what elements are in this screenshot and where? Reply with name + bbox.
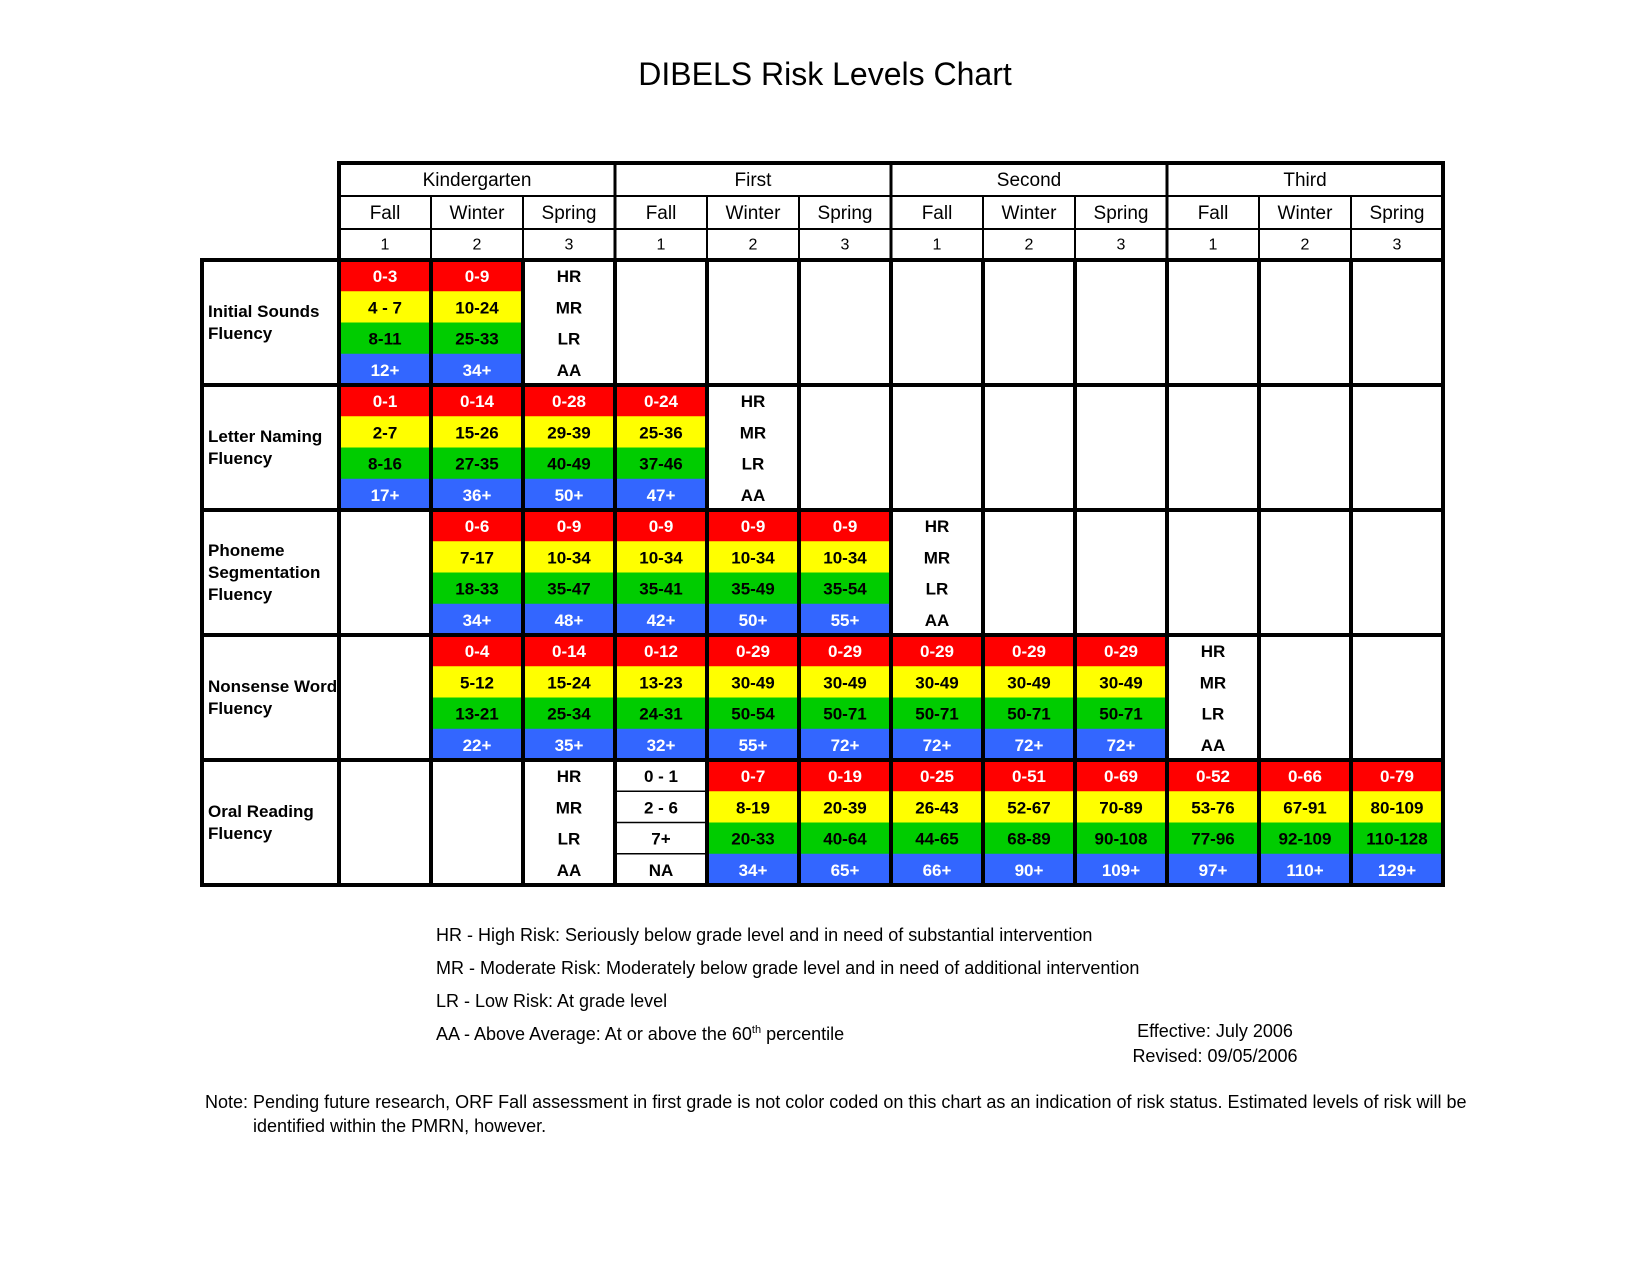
risk-cell-value: 55+ xyxy=(738,735,768,755)
season-number: 1 xyxy=(932,236,942,254)
risk-cell-value: 0-19 xyxy=(827,767,863,787)
risk-cell-value: 0-51 xyxy=(1011,767,1047,787)
risk-cell-value: 0-29 xyxy=(1011,642,1047,662)
season-header: Fall xyxy=(645,203,677,224)
risk-cell-value: 0-6 xyxy=(464,517,490,537)
footnote: Note: Pending future research, ORF Fall assessment in first grade is not color coded on this chart as an indication of risk status. Estimated levels of risk will be identified within the PMRN, however. xyxy=(205,1092,1467,1136)
revised-date: Revised: 09/05/2006 xyxy=(1132,1046,1298,1066)
risk-cell-value: 10-34 xyxy=(639,548,683,568)
measure-label: Phoneme xyxy=(208,541,285,560)
measure-label: Letter Naming xyxy=(208,427,323,446)
legend-aa-suffix: percentile xyxy=(761,1024,845,1044)
risk-cell-value: 0-29 xyxy=(827,642,863,662)
risk-cell-value: 92-109 xyxy=(1278,829,1332,849)
risk-cell-value: NA xyxy=(648,860,674,880)
risk-level-label: MR xyxy=(555,298,583,318)
risk-cell-value: 34+ xyxy=(738,860,768,880)
risk-level-label: MR xyxy=(1199,673,1227,693)
season-header: Fall xyxy=(921,203,953,224)
risk-cell-value: 25-34 xyxy=(547,704,591,724)
legend-aa-text: AA - Above Average: At or above the 60 xyxy=(436,1024,752,1044)
risk-cell-value: 72+ xyxy=(1106,735,1136,755)
risk-cell-value: 18-33 xyxy=(455,579,499,599)
risk-cell-value: 67-91 xyxy=(1283,798,1327,818)
risk-cell-value: 109+ xyxy=(1101,860,1141,880)
risk-cell-value: 0-25 xyxy=(919,767,955,787)
risk-cell-value: 90+ xyxy=(1014,860,1044,880)
risk-cell-value: 8-11 xyxy=(368,329,402,349)
risk-level-label: AA xyxy=(740,485,766,505)
risk-cell-value: 24-31 xyxy=(639,704,683,724)
risk-cell-value: 80-109 xyxy=(1370,798,1424,818)
risk-cell-value: 68-89 xyxy=(1007,829,1051,849)
season-header: Fall xyxy=(369,203,401,224)
risk-cell-value: 8-19 xyxy=(735,798,771,818)
grade-header: Second xyxy=(996,170,1062,191)
risk-cell-value: 0-14 xyxy=(551,642,587,662)
risk-cell-value: 129+ xyxy=(1377,860,1417,880)
risk-cell-value: 10-24 xyxy=(455,298,499,318)
risk-cell-value: 0-29 xyxy=(735,642,771,662)
legend-hr: HR - High Risk: Seriously below grade level and in need of substantial intervention xyxy=(436,925,1093,945)
season-number: 1 xyxy=(656,236,666,254)
risk-level-label: LR xyxy=(741,454,765,474)
risk-cell-value: 0-29 xyxy=(919,642,955,662)
season-number: 3 xyxy=(1392,236,1402,254)
risk-cell-value: 72+ xyxy=(922,735,952,755)
risk-cell-value: 35+ xyxy=(554,735,584,755)
risk-level-label: HR xyxy=(1200,642,1226,662)
risk-cell-value: 0-1 xyxy=(372,392,398,412)
risk-cell-value: 17+ xyxy=(370,485,400,505)
risk-cell-value: 29-39 xyxy=(547,423,591,443)
season-number: 1 xyxy=(380,236,390,254)
risk-cell-value: 0-79 xyxy=(1379,767,1415,787)
risk-level-label: HR xyxy=(740,392,766,412)
risk-cell-value: 0-9 xyxy=(648,517,674,537)
risk-cell-value: 0-28 xyxy=(551,392,587,412)
grade-header: First xyxy=(734,170,772,191)
risk-cell-value: 110+ xyxy=(1286,860,1324,880)
risk-cell-value: 72+ xyxy=(830,735,860,755)
risk-level-label: MR xyxy=(555,798,583,818)
grade-header: Kindergarten xyxy=(422,170,532,191)
risk-level-label: MR xyxy=(923,548,951,568)
risk-cell-value: 0-9 xyxy=(740,517,766,537)
risk-cell-value: 97+ xyxy=(1198,860,1228,880)
season-header: Spring xyxy=(1369,203,1425,224)
risk-cell-value: 0-52 xyxy=(1195,767,1231,787)
risk-cell-value: 22+ xyxy=(462,735,492,755)
risk-cell-value: 0-7 xyxy=(740,767,766,787)
risk-cell-value: 12+ xyxy=(370,360,400,380)
risk-cell-value: 13-21 xyxy=(455,704,499,724)
season-header: Winter xyxy=(449,203,505,224)
legend-aa xyxy=(436,1024,844,1045)
risk-cell-value: 30-49 xyxy=(1007,673,1051,693)
risk-level-label: LR xyxy=(1201,704,1225,724)
risk-cell-value: 32+ xyxy=(646,735,676,755)
season-header: Winter xyxy=(1277,203,1333,224)
risk-cell-value: 72+ xyxy=(1014,735,1044,755)
season-number: 3 xyxy=(564,236,574,254)
grade-header: Third xyxy=(1283,170,1327,191)
season-header: Spring xyxy=(1093,203,1149,224)
risk-cell-value: 77-96 xyxy=(1191,829,1235,849)
season-number: 2 xyxy=(472,236,482,254)
season-number: 3 xyxy=(1116,236,1126,254)
risk-cell-value: 40-64 xyxy=(823,829,867,849)
risk-level-label: AA xyxy=(1200,735,1226,755)
risk-level-label: AA xyxy=(556,360,582,380)
effective-date: Effective: July 2006 xyxy=(1137,1021,1293,1041)
measure-label: Fluency xyxy=(208,585,273,604)
risk-cell-value: 27-35 xyxy=(455,454,499,474)
risk-cell-value: 50-54 xyxy=(731,704,775,724)
legend-lr: LR - Low Risk: At grade level xyxy=(436,991,668,1011)
risk-cell-value: 30-49 xyxy=(823,673,867,693)
risk-cell-value: 2-7 xyxy=(372,423,398,443)
risk-cell-value: 26-43 xyxy=(915,798,959,818)
season-number: 2 xyxy=(748,236,758,254)
risk-cell-value: 35-41 xyxy=(639,579,683,599)
risk-cell-value: 55+ xyxy=(830,610,860,630)
risk-level-label: HR xyxy=(556,767,582,787)
measure-label: Fluency xyxy=(208,324,273,343)
page-title: DIBELS Risk Levels Chart xyxy=(638,56,1012,92)
risk-cell-value: 40-49 xyxy=(547,454,591,474)
risk-cell-value: 53-76 xyxy=(1191,798,1235,818)
season-header: Fall xyxy=(1197,203,1229,224)
season-header: Winter xyxy=(725,203,781,224)
risk-cell-value: 25-33 xyxy=(455,329,499,349)
risk-cell-value: 15-26 xyxy=(455,423,499,443)
risk-cell-value: 20-39 xyxy=(823,798,867,818)
risk-cell-value: 34+ xyxy=(462,360,492,380)
risk-cell-value: 7-17 xyxy=(459,548,495,568)
season-number: 2 xyxy=(1300,236,1310,254)
season-header: Winter xyxy=(1001,203,1057,224)
risk-cell-value: 36+ xyxy=(462,485,492,505)
risk-cell-value: 44-65 xyxy=(915,829,959,849)
risk-cell-value: 50+ xyxy=(554,485,584,505)
risk-cell-value: 15-24 xyxy=(547,673,591,693)
risk-cell-value: 35-47 xyxy=(547,579,591,599)
risk-cell-value: 0-9 xyxy=(556,517,582,537)
risk-cell-value: 0-9 xyxy=(832,517,858,537)
risk-cell-value: 13-23 xyxy=(639,673,683,693)
measure-label: Fluency xyxy=(208,449,273,468)
risk-cell-value: 10-34 xyxy=(731,548,775,568)
risk-cell-value: 48+ xyxy=(554,610,584,630)
risk-cell-value: 50-71 xyxy=(823,704,867,724)
risk-cell-value: 110-128 xyxy=(1366,829,1428,849)
risk-level-label: LR xyxy=(557,329,581,349)
measure-label: Oral Reading xyxy=(208,802,314,821)
risk-cell-value: 30-49 xyxy=(1099,673,1143,693)
risk-cell-value: 0 - 1 xyxy=(643,767,679,787)
risk-level-label: AA xyxy=(556,860,582,880)
risk-cell-value: 35-49 xyxy=(731,579,775,599)
risk-cell-value: 10-34 xyxy=(823,548,867,568)
risk-cell-value: 10-34 xyxy=(547,548,591,568)
risk-cell-value: 0-24 xyxy=(643,392,679,412)
risk-cell-value: 65+ xyxy=(830,860,860,880)
risk-level-label: MR xyxy=(739,423,767,443)
risk-cell-value: 0-29 xyxy=(1103,642,1139,662)
risk-cell-value: 0-66 xyxy=(1287,767,1323,787)
season-header: Spring xyxy=(541,203,597,224)
measure-label: Initial Sounds xyxy=(208,302,320,321)
measure-label: Nonsense Word xyxy=(208,677,338,696)
measure-label: Fluency xyxy=(208,699,273,718)
season-number: 1 xyxy=(1208,236,1218,254)
risk-cell-value: 35-54 xyxy=(823,579,867,599)
risk-cell-value: 37-46 xyxy=(639,454,683,474)
risk-level-label: AA xyxy=(924,610,950,630)
risk-cell-value: 42+ xyxy=(646,610,676,630)
risk-cell-value: 4 - 7 xyxy=(367,298,403,318)
legend-aa-superscript: th xyxy=(751,1024,762,1036)
risk-cell-value: 2 - 6 xyxy=(643,798,679,818)
risk-cell-value: 30-49 xyxy=(915,673,959,693)
risk-cell-value: 0-12 xyxy=(643,642,679,662)
risk-cell-value: 50+ xyxy=(738,610,768,630)
risk-level-label: HR xyxy=(556,267,582,287)
risk-level-label: LR xyxy=(557,829,581,849)
risk-cell-value: 25-36 xyxy=(639,423,683,443)
season-header: Spring xyxy=(817,203,873,224)
risk-cell-value: 52-67 xyxy=(1007,798,1051,818)
risk-cell-value: 66+ xyxy=(922,860,952,880)
measure-label: Fluency xyxy=(208,824,273,843)
risk-cell-value: 50-71 xyxy=(1099,704,1143,724)
risk-cell-value: 30-49 xyxy=(731,673,775,693)
risk-level-label: LR xyxy=(925,579,949,599)
risk-cell-value: 50-71 xyxy=(915,704,959,724)
risk-cell-value: 7+ xyxy=(651,829,671,849)
risk-cell-value: 50-71 xyxy=(1007,704,1051,724)
risk-cell-value: 90-108 xyxy=(1094,829,1148,849)
risk-cell-value: 0-4 xyxy=(464,642,490,662)
season-number: 2 xyxy=(1024,236,1034,254)
risk-cell-value: 47+ xyxy=(646,485,676,505)
risk-cell-value: 0-14 xyxy=(459,392,495,412)
risk-level-label: HR xyxy=(924,517,950,537)
legend-mr: MR - Moderate Risk: Moderately below grade level and in need of additional intervention xyxy=(436,958,1140,978)
risk-cell-value: 20-33 xyxy=(731,829,775,849)
measure-label: Segmentation xyxy=(208,563,321,582)
risk-cell-value: 0-69 xyxy=(1103,767,1139,787)
season-number: 3 xyxy=(840,236,850,254)
risk-cell-value: 5-12 xyxy=(459,673,495,693)
risk-cell-value: 34+ xyxy=(462,610,492,630)
risk-cell-value: 0-3 xyxy=(372,267,398,287)
risk-cell-value: 8-16 xyxy=(367,454,403,474)
risk-cell-value: 70-89 xyxy=(1099,798,1143,818)
risk-cell-value: 0-9 xyxy=(464,267,490,287)
